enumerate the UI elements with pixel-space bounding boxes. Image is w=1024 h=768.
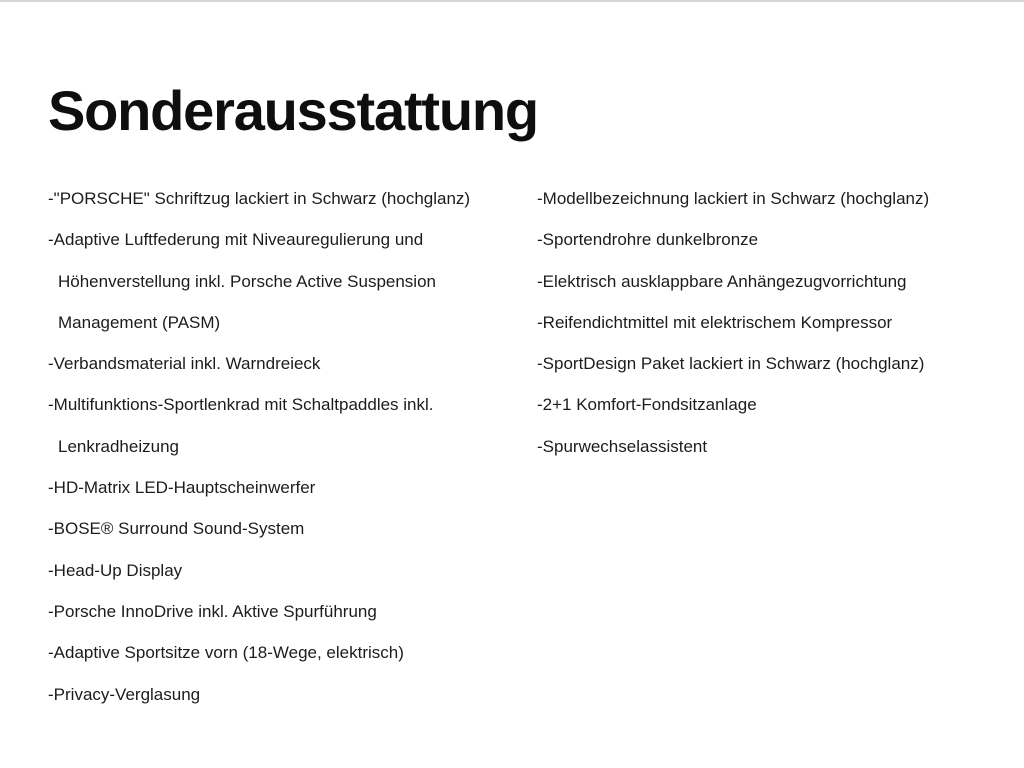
equipment-item (537, 219, 1007, 260)
equipment-item (48, 219, 518, 343)
equipment-item-text: -Adaptive Luftfederung mit Niveauregulierung und (48, 230, 424, 250)
equipment-item (537, 178, 1007, 219)
equipment-item-text: -Modellbezeichnung lackiert in Schwarz (hochglanz) (537, 189, 930, 208)
equipment-item (48, 591, 518, 632)
equipment-item (48, 467, 518, 508)
equipment-item-text-continued: Höhenverstellung inkl. Porsche Active Suspension (58, 271, 436, 291)
equipment-item (48, 343, 518, 384)
equipment-item (48, 384, 518, 467)
equipment-item-text: -Elektrisch ausklappbare Anhängezugvorrichtung (537, 271, 907, 291)
equipment-item (48, 674, 518, 715)
equipment-item-text-continued: Management (PASM) (58, 312, 221, 332)
equipment-list-right (537, 178, 1007, 467)
equipment-item-text: -Porsche InnoDrive inkl. Aktive Spurführung (48, 601, 377, 621)
equipment-item (537, 384, 1007, 425)
equipment-item (537, 343, 1007, 384)
equipment-item-text: -Head-Up Display (48, 560, 183, 580)
equipment-item-text: -Privacy-Verglasung (48, 684, 201, 704)
equipment-item-text: -"PORSCHE" Schriftzug lackiert in Schwarz (hochglanz) (48, 189, 471, 208)
equipment-item-text-continued: Lenkradheizung (58, 436, 179, 456)
equipment-item-text: -Adaptive Sportsitze vorn (18-Wege, elektrisch) (48, 643, 404, 663)
equipment-item-text: -BOSE® Surround Sound-System (48, 519, 305, 539)
equipment-item (48, 632, 518, 673)
equipment-item-text: -Reifendichtmittel mit elektrischem Kompressor (537, 312, 893, 332)
equipment-item-text: -Sportendrohre dunkelbronze (537, 230, 759, 250)
equipment-item-text: -Spurwechselassistent (537, 436, 708, 456)
equipment-item-text: -2+1 Komfort-Fondsitzanlage (537, 395, 757, 415)
equipment-item (48, 508, 518, 549)
equipment-list-left (48, 178, 518, 715)
equipment-item (537, 261, 1007, 302)
equipment-item-text: -Multifunktions-Sportlenkrad mit Schaltpaddles inkl. (48, 395, 434, 415)
equipment-item-text: -HD-Matrix LED-Hauptscheinwerfer (48, 478, 316, 498)
equipment-item (48, 178, 518, 219)
equipment-item-text: -SportDesign Paket lackiert in Schwarz (hochglanz) (537, 354, 925, 374)
equipment-item-text: -Verbandsmaterial inkl. Warndreieck (48, 354, 321, 374)
equipment-item (537, 302, 1007, 343)
page-title: Sonderausstattung (48, 79, 538, 142)
equipment-item (48, 550, 518, 591)
equipment-item (537, 426, 1007, 467)
